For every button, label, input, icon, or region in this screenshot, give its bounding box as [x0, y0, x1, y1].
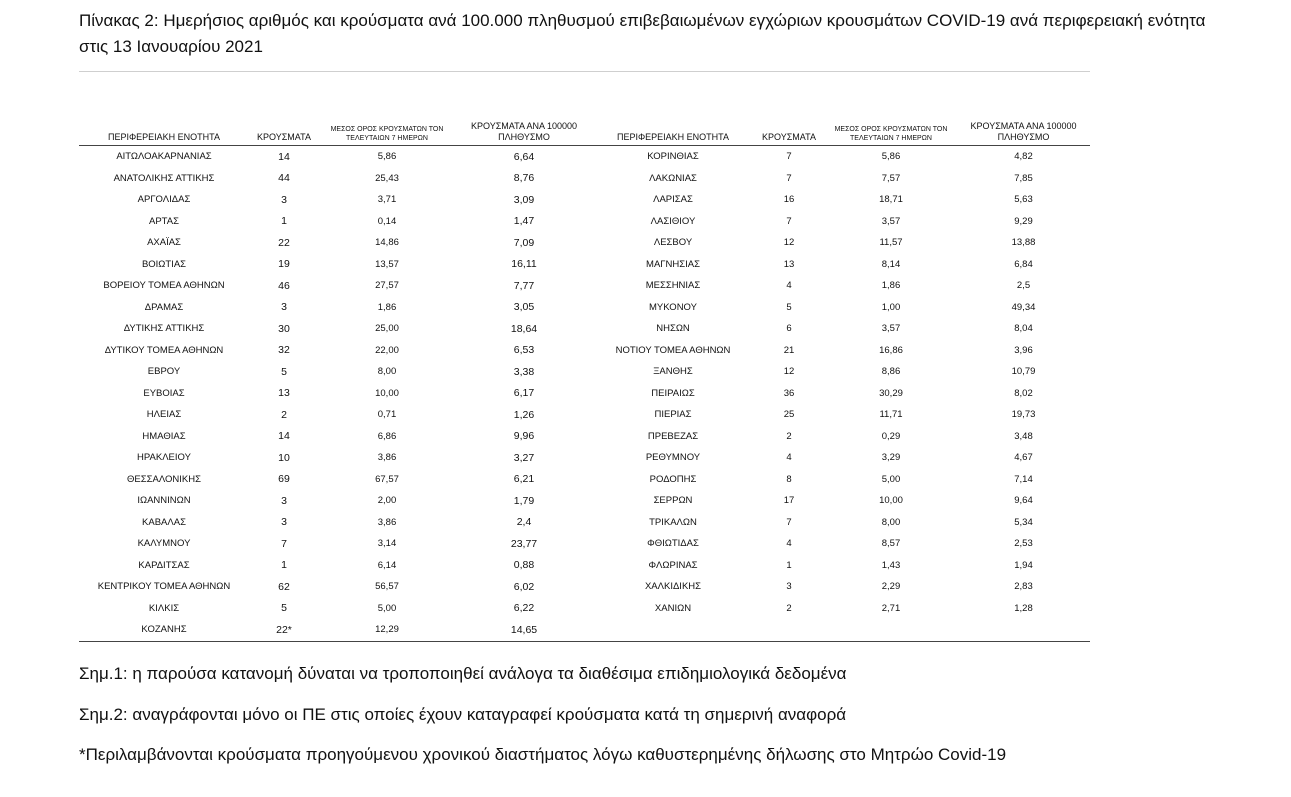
left-region-cell: ΔΥΤΙΚΗΣ ΑΤΤΙΚΗΣ: [123, 323, 205, 335]
table-row: [79, 254, 1090, 276]
right-avg-7day-cell: 5,86: [881, 151, 901, 163]
left-cases-cell: 2: [281, 408, 287, 421]
right-region-cell: ΠΡΕΒΕΖΑΣ: [647, 430, 699, 442]
left-per-100k-cell: 6,02: [513, 580, 535, 593]
right-cases-cell: 8: [786, 473, 792, 485]
right-cases-cell: 2: [786, 602, 792, 614]
left-avg-7day-cell: 5,86: [377, 151, 397, 163]
right-region-cell: ΛΑΚΩΝΙΑΣ: [649, 172, 697, 184]
table-caption: Πίνακας 2: Ημερήσιος αριθμός και κρούσματα ανά 100.000 πληθυσμού επιβεβαιωμένων εγχώριων κρουσμάτων COVID-19 ανά περιφερειακή ενότητα στις 13 Ιανουαρίου 2021: [79, 11, 1206, 56]
table-row: [79, 512, 1090, 534]
right-cases-cell: 4: [786, 280, 792, 292]
table-row: [79, 598, 1090, 620]
table-body: [79, 146, 1090, 642]
left-region-cell: ΕΒΡΟΥ: [147, 366, 181, 378]
left-per-100k-cell: 6,22: [513, 602, 535, 615]
left-cases-cell: 7: [281, 537, 287, 550]
right-region-cell: ΝΟΤΙΟΥ ΤΟΜΕΑ ΑΘΗΝΩΝ: [615, 344, 731, 356]
right-region-cell: ΛΑΡΙΣΑΣ: [653, 194, 693, 206]
right-avg-7day-cell: 30,29: [879, 387, 903, 399]
right-region-cell: ΛΕΣΒΟΥ: [653, 237, 693, 249]
right-region-cell: ΜΑΓΝΗΣΙΑΣ: [646, 258, 700, 270]
right-per-100k-cell: 2,53: [1014, 538, 1033, 550]
left-per-100k-cell: 6,21: [513, 473, 535, 486]
left-avg-7day-cell: 3,86: [377, 452, 397, 464]
right-avg-7day-cell: 3,29: [881, 452, 901, 464]
right-per-100k-cell: [957, 619, 1090, 641]
right-region-cell: ΦΛΩΡΙΝΑΣ: [648, 559, 698, 571]
table-row: [79, 469, 1090, 491]
right-region-cell: ΝΗΣΩΝ: [656, 323, 690, 335]
left-cases-cell: 14: [278, 430, 290, 443]
right-avg-7day-cell: 16,86: [879, 344, 903, 356]
right-region-cell: ΣΕΡΡΩΝ: [653, 495, 693, 507]
left-region-cell: ΚΟΖΑΝΗΣ: [79, 619, 249, 641]
right-cases-cell: 5: [786, 301, 792, 313]
right-region-cell: ΠΕΙΡΑΙΩΣ: [651, 387, 695, 399]
right-avg-7day-cell: 1,43: [881, 559, 901, 571]
left-cases-cell: 3: [281, 494, 287, 507]
header-cases-right: ΚΡΟΥΣΜΑΤΑ: [753, 118, 825, 146]
table-row: [79, 340, 1090, 362]
left-region-cell: ΑΙΤΩΛΟΑΚΑΡΝΑΝΙΑΣ: [116, 151, 212, 163]
right-per-100k-cell: 9,29: [1014, 215, 1033, 227]
left-region-cell: ΒΟΡΕΙΟΥ ΤΟΜΕΑ ΑΘΗΝΩΝ: [103, 280, 225, 292]
right-region-cell: ΛΑΣΙΘΙΟΥ: [650, 215, 696, 227]
header-cases-left: ΚΡΟΥΣΜΑΤΑ: [249, 118, 319, 146]
right-per-100k-cell: 6,84: [1014, 258, 1033, 270]
left-per-100k-cell: 6,53: [513, 344, 535, 357]
table-row: [79, 146, 1090, 168]
right-per-100k-cell: 7,14: [1014, 473, 1033, 485]
right-per-100k-cell: 1,94: [1014, 559, 1033, 571]
left-region-cell: ΙΩΑΝΝΙΝΩΝ: [137, 495, 191, 507]
left-region-cell: ΚΙΛΚΙΣ: [148, 602, 180, 614]
right-per-100k-cell: 5,63: [1014, 194, 1033, 206]
table-row: [79, 318, 1090, 340]
left-avg-7day-cell: 6,86: [377, 430, 397, 442]
left-per-100k-cell: 3,09: [513, 193, 535, 206]
right-cases-cell: 12: [783, 366, 795, 378]
table-row: [79, 447, 1090, 469]
header-region-right: ΠΕΡΙΦΕΡΕΙΑΚΗ ΕΝΟΤΗΤΑ: [593, 118, 753, 146]
right-avg-7day-cell: 3,57: [881, 323, 901, 335]
right-cases-cell: 6: [786, 323, 792, 335]
left-region-cell: ΗΜΑΘΙΑΣ: [142, 430, 186, 442]
left-per-100k-cell: 9,96: [513, 430, 535, 443]
right-region-cell: ΧΑΝΙΩΝ: [654, 602, 692, 614]
right-avg-7day-cell: 8,00: [881, 516, 901, 528]
left-avg-7day-cell: 25,43: [375, 172, 399, 184]
right-cases-cell: 4: [786, 452, 792, 464]
right-avg-7day-cell: 11,57: [879, 237, 903, 249]
right-cases-cell: 7: [786, 516, 792, 528]
right-per-100k-cell: 3,96: [1014, 344, 1033, 356]
right-per-100k-cell: 2,83: [1014, 581, 1033, 593]
left-region-cell: ΚΑΒΑΛΑΣ: [142, 516, 186, 528]
table-row: [79, 297, 1090, 319]
header-7day-avg-left: ΜΕΣΟΣ ΟΡΟΣ ΚΡΟΥΣΜΑΤΩΝ ΤΟΝ ΤΕΛΕΥΤΑΙΩΝ 7 ΗΜΕΡΩΝ: [319, 118, 455, 146]
left-avg-7day-cell: 12,29: [319, 619, 455, 641]
right-region-cell: ΜΥΚΟΝΟΥ: [649, 301, 697, 313]
cases-table: [79, 118, 1090, 642]
table-row: [79, 168, 1090, 190]
left-per-100k-cell: 16,11: [511, 258, 537, 271]
left-avg-7day-cell: 6,14: [377, 559, 397, 571]
right-region-cell: ΡΕΘΥΜΝΟΥ: [645, 452, 701, 464]
right-avg-7day-cell: [825, 619, 957, 641]
left-region-cell: ΒΟΙΩΤΙΑΣ: [141, 258, 187, 270]
left-cases-cell: 1: [281, 559, 287, 572]
right-region-cell: ΧΑΛΚΙΔΙΚΗΣ: [644, 581, 702, 593]
right-cases-cell: 3: [786, 581, 792, 593]
left-per-100k-cell: 2,4: [516, 516, 532, 529]
left-avg-7day-cell: 8,00: [377, 366, 397, 378]
right-per-100k-cell: 3,48: [1014, 430, 1033, 442]
right-avg-7day-cell: 7,57: [881, 172, 901, 184]
right-cases-cell: 12: [783, 237, 795, 249]
left-per-100k-cell: 8,76: [513, 172, 535, 185]
table-header-row: [79, 118, 1090, 146]
note-2: Σημ.2: αναγράφονται μόνο οι ΠΕ στις οποίες έχουν καταγραφεί κρούσματα κατά τη σημερινή αναφορά: [79, 705, 847, 724]
left-cases-cell: 32: [278, 344, 290, 357]
left-cases-cell: 46: [278, 279, 290, 292]
left-per-100k-cell: 6,64: [513, 150, 535, 163]
left-per-100k-cell: 1,47: [513, 215, 535, 228]
left-avg-7day-cell: 3,86: [377, 516, 397, 528]
left-avg-7day-cell: 5,00: [377, 602, 397, 614]
left-region-cell: ΑΧΑΪΑΣ: [147, 237, 181, 249]
right-region-cell: [593, 619, 753, 641]
right-cases-cell: 7: [786, 215, 792, 227]
left-cases-cell: 13: [278, 387, 290, 400]
right-avg-7day-cell: 11,71: [879, 409, 903, 421]
right-cases-cell: [753, 619, 825, 641]
right-region-cell: ΤΡΙΚΑΛΩΝ: [649, 516, 697, 528]
table-row: [79, 576, 1090, 598]
left-region-cell: ΕΥΒΟΙΑΣ: [143, 387, 185, 399]
left-cases-cell: 69: [278, 473, 290, 486]
left-cases-cell: 3: [281, 301, 287, 314]
table-row: [79, 426, 1090, 448]
left-per-100k-cell: 23,77: [510, 537, 538, 550]
right-region-cell: ΜΕΣΣΗΝΙΑΣ: [645, 280, 701, 292]
left-avg-7day-cell: 0,71: [377, 409, 397, 421]
left-per-100k-cell: 18,64: [510, 322, 538, 335]
right-cases-cell: 17: [783, 495, 795, 507]
right-cases-cell: 1: [786, 559, 792, 571]
note-1: Σημ.1: η παρούσα κατανομή δύναται να τροποποιηθεί ανάλογα τα διαθέσιμα επιδημιολογικά δεδομένα: [79, 664, 847, 683]
left-cases-cell: 14: [278, 150, 290, 163]
right-per-100k-cell: 49,34: [1011, 301, 1036, 313]
left-avg-7day-cell: 13,57: [375, 258, 399, 270]
header-7day-avg-right: ΜΕΣΟΣ ΟΡΟΣ ΚΡΟΥΣΜΑΤΩΝ ΤΟΝ ΤΕΛΕΥΤΑΙΩΝ 7 ΗΜΕΡΩΝ: [825, 118, 957, 146]
left-per-100k-cell: 1,79: [513, 494, 535, 507]
left-avg-7day-cell: 25,00: [375, 323, 399, 335]
left-cases-cell: 1: [281, 215, 287, 228]
right-avg-7day-cell: 3,57: [881, 215, 901, 227]
right-cases-cell: 7: [786, 151, 792, 163]
right-avg-7day-cell: 8,57: [881, 538, 901, 550]
right-avg-7day-cell: 0,29: [881, 430, 901, 442]
left-avg-7day-cell: 14,86: [375, 237, 399, 249]
right-cases-cell: 13: [783, 258, 795, 270]
left-avg-7day-cell: 1,86: [377, 301, 397, 313]
left-region-cell: ΚΕΝΤΡΙΚΟΥ ΤΟΜΕΑ ΑΘΗΝΩΝ: [97, 581, 231, 593]
right-per-100k-cell: 2,5: [1016, 280, 1031, 292]
left-avg-7day-cell: 67,57: [375, 473, 399, 485]
left-region-cell: ΚΑΛΥΜΝΟΥ: [137, 538, 191, 550]
left-cases-cell: 19: [278, 258, 290, 271]
right-per-100k-cell: 4,82: [1014, 151, 1033, 163]
left-per-100k-cell: 1,26: [513, 408, 535, 421]
left-avg-7day-cell: 3,71: [377, 194, 397, 206]
right-per-100k-cell: 13,88: [1011, 237, 1036, 249]
left-region-cell: ΗΡΑΚΛΕΙΟΥ: [137, 452, 191, 464]
left-per-100k-cell: 14,65: [455, 619, 593, 641]
table-row: [79, 211, 1090, 233]
right-region-cell: ΚΟΡΙΝΘΙΑΣ: [647, 151, 699, 163]
left-avg-7day-cell: 0,14: [377, 215, 397, 227]
right-avg-7day-cell: 5,00: [881, 473, 901, 485]
left-avg-7day-cell: 27,57: [375, 280, 399, 292]
left-per-100k-cell: 3,38: [513, 365, 535, 378]
right-per-100k-cell: 7,85: [1014, 172, 1033, 184]
left-region-cell: ΔΡΑΜΑΣ: [144, 301, 184, 313]
left-per-100k-cell: 7,77: [513, 279, 535, 292]
right-per-100k-cell: 9,64: [1014, 495, 1033, 507]
right-per-100k-cell: 8,02: [1014, 387, 1033, 399]
left-cases-cell: 10: [278, 451, 290, 464]
left-region-cell: ΚΑΡΔΙΤΣΑΣ: [138, 559, 190, 571]
left-cases-cell: 22: [278, 236, 290, 249]
left-region-cell: ΘΕΣΣΑΛΟΝΙΚΗΣ: [127, 473, 201, 485]
right-avg-7day-cell: 2,29: [881, 581, 901, 593]
left-per-100k-cell: 6,17: [513, 387, 535, 400]
left-avg-7day-cell: 22,00: [375, 344, 399, 356]
right-per-100k-cell: 4,67: [1014, 452, 1033, 464]
header-region-left: ΠΕΡΙΦΕΡΕΙΑΚΗ ΕΝΟΤΗΤΑ: [79, 118, 249, 146]
right-region-cell: ΠΙΕΡΙΑΣ: [654, 409, 692, 421]
note-3: *Περιλαμβάνονται κρούσματα προηγούμενου χρονικού διαστήματος λόγω καθυστερημένης δήλωσης στο Μητρώο Covid-19: [79, 745, 1007, 764]
header-per-100k-left: ΚΡΟΥΣΜΑΤΑ ΑΝΑ 100000 ΠΛΗΘΥΣΜΟ: [455, 118, 593, 146]
table-row: [79, 490, 1090, 512]
right-avg-7day-cell: 1,00: [881, 301, 901, 313]
right-cases-cell: 25: [783, 409, 795, 421]
left-per-100k-cell: 7,09: [513, 236, 535, 249]
table-row: [79, 361, 1090, 383]
left-cases-cell: 5: [281, 365, 287, 378]
left-region-cell: ΑΡΤΑΣ: [149, 215, 179, 227]
table-row: [79, 555, 1090, 577]
left-avg-7day-cell: 10,00: [375, 387, 399, 399]
left-per-100k-cell: 3,27: [513, 451, 535, 464]
caption-divider: [79, 71, 1090, 72]
left-cases-cell: 3: [281, 193, 287, 206]
table-row: [79, 404, 1090, 426]
right-per-100k-cell: 5,34: [1014, 516, 1033, 528]
right-cases-cell: 16: [783, 194, 795, 206]
left-per-100k-cell: 3,05: [513, 301, 535, 314]
left-cases-cell: 62: [278, 580, 290, 593]
right-avg-7day-cell: 1,86: [881, 280, 901, 292]
right-region-cell: ΞΑΝΘΗΣ: [653, 366, 693, 378]
left-avg-7day-cell: 2,00: [377, 495, 397, 507]
right-per-100k-cell: 10,79: [1011, 366, 1036, 378]
right-per-100k-cell: 19,73: [1011, 409, 1036, 421]
table-row: [79, 189, 1090, 211]
left-cases-cell: 3: [281, 516, 287, 529]
left-avg-7day-cell: 56,57: [375, 581, 399, 593]
table-row: [79, 232, 1090, 254]
left-cases-cell: 22*: [249, 619, 319, 641]
right-avg-7day-cell: 10,00: [879, 495, 903, 507]
table-row: [79, 533, 1090, 555]
right-cases-cell: 21: [783, 344, 795, 356]
right-region-cell: ΡΟΔΟΠΗΣ: [649, 473, 697, 485]
left-region-cell: ΔΥΤΙΚΟΥ ΤΟΜΕΑ ΑΘΗΝΩΝ: [104, 344, 224, 356]
left-region-cell: ΑΝΑΤΟΛΙΚΗΣ ΑΤΤΙΚΗΣ: [113, 172, 215, 184]
right-cases-cell: 7: [786, 172, 792, 184]
right-avg-7day-cell: 18,71: [879, 194, 903, 206]
left-cases-cell: 5: [281, 602, 287, 615]
left-cases-cell: 44: [278, 172, 290, 185]
right-avg-7day-cell: 8,86: [881, 366, 901, 378]
table-row: [79, 275, 1090, 297]
header-per-100k-right: ΚΡΟΥΣΜΑΤΑ ΑΝΑ 100000 ΠΛΗΘΥΣΜΟ: [957, 118, 1090, 146]
right-per-100k-cell: 1,28: [1014, 602, 1033, 614]
left-avg-7day-cell: 3,14: [377, 538, 397, 550]
left-per-100k-cell: 0,88: [513, 559, 535, 572]
right-region-cell: ΦΘΙΩΤΙΔΑΣ: [647, 538, 699, 550]
right-avg-7day-cell: 8,14: [881, 258, 901, 270]
table-row: [79, 383, 1090, 405]
left-region-cell: ΗΛΕΙΑΣ: [146, 409, 182, 421]
right-cases-cell: 36: [783, 387, 795, 399]
table-row: [79, 619, 1090, 641]
right-avg-7day-cell: 2,71: [881, 602, 901, 614]
left-region-cell: ΑΡΓΟΛΙΔΑΣ: [137, 194, 191, 206]
right-cases-cell: 4: [786, 538, 792, 550]
right-per-100k-cell: 8,04: [1014, 323, 1033, 335]
left-cases-cell: 30: [278, 322, 290, 335]
right-cases-cell: 2: [786, 430, 792, 442]
